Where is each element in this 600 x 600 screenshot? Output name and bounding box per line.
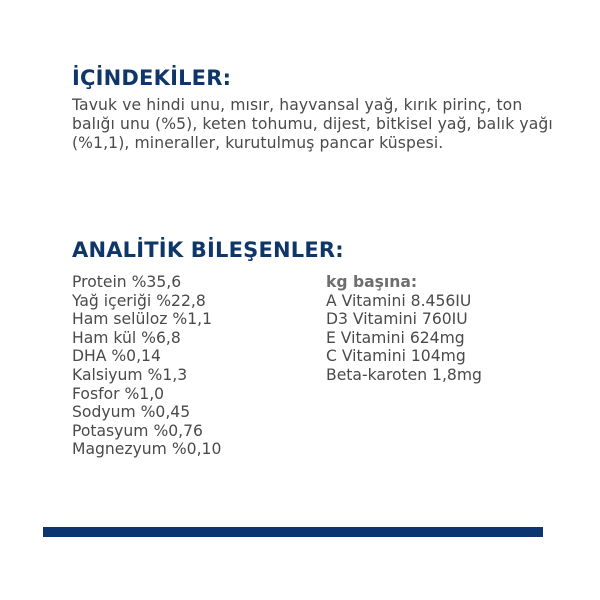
list-item: Beta-karoten 1,8mg: [326, 365, 482, 384]
list-item: DHA %0,14: [72, 347, 161, 366]
list-item: Ham selüloz %1,1: [72, 310, 212, 329]
list-item: D3 Vitamini 760IU: [326, 310, 468, 329]
analytics-vitamin-list: [326, 273, 482, 385]
list-item: Potasyum %0,76: [72, 421, 203, 440]
ingredients-text: Tavuk ve hindi unu, mısır, hayvansal yağ, kırık pirinç, ton balığı unu (%5), keten tohumu, dijest, bitkisel yağ, balık yağı (%1,1), mineraller, kurutulmuş pancar küspesi.: [72, 96, 553, 152]
list-item: E Vitamini 624mg: [326, 328, 465, 347]
list-item: A Vitamini 8.456IU: [326, 291, 472, 310]
ingredients-heading: İÇİNDEKİLER:: [72, 66, 232, 90]
list-item: Yağ içeriği %22,8: [72, 291, 206, 310]
per-kg-heading: kg başına:: [326, 273, 418, 291]
analytics-heading: ANALİTİK BİLEŞENLER:: [72, 238, 344, 262]
divider-bar: [43, 527, 543, 537]
analytics-nutrient-list: [72, 273, 221, 459]
list-item: Protein %35,6: [72, 273, 182, 291]
list-item: Sodyum %0,45: [72, 403, 191, 422]
list-item: Ham kül %6,8: [72, 328, 181, 347]
list-item: Kalsiyum %1,3: [72, 365, 188, 384]
list-item: C Vitamini 104mg: [326, 347, 466, 366]
list-item: Fosfor %1,0: [72, 384, 165, 403]
list-item: Magnezyum %0,10: [72, 440, 222, 459]
